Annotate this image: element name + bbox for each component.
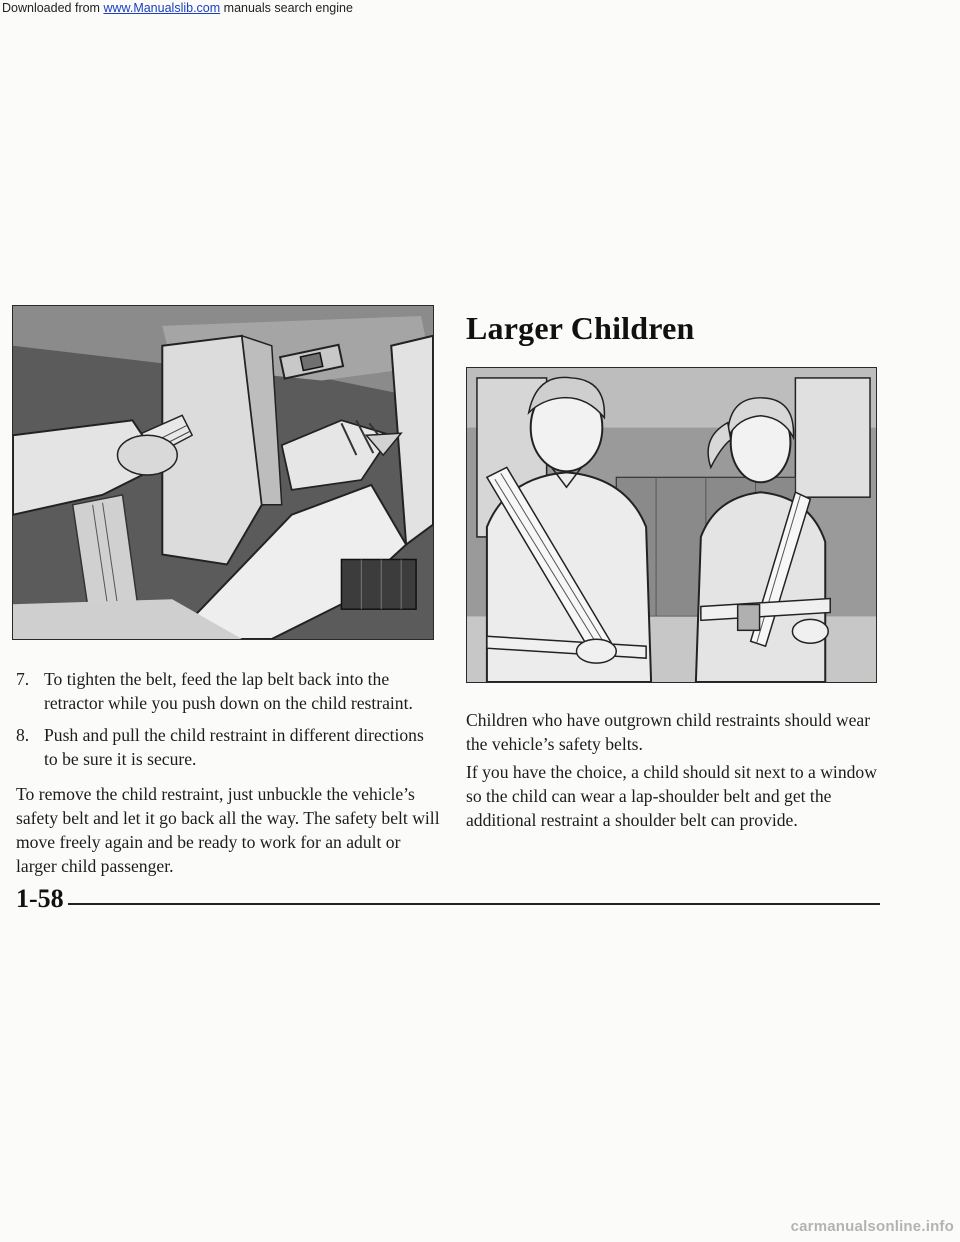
larger-children-illustration [466,367,877,683]
page-footer [16,884,880,918]
outgrown-restraints-paragraph: Children who have outgrown child restraints should wear the vehicle’s safety belts. [466,710,871,754]
footer-rule [68,903,880,905]
step-text: To tighten the belt, feed the lap belt back into the retractor while you push down on the child restraint. [44,669,413,713]
window-seat-paragraph: If you have the choice, a child should sit next to a window so the child can wear a lap-shoulder belt and get the additional restraint a shoulder belt can provide. [466,762,877,830]
manualslib-link[interactable]: www.Manualslib.com [103,1,221,15]
section-heading: Larger Children [466,310,695,346]
step-text: Push and pull the child restraint in different directions to be sure it is secure. [44,725,424,769]
step-item [16,723,436,771]
step-list [16,667,436,779]
banner-prefix: Downloaded from [2,1,100,15]
child-restraint-drawing [13,306,433,639]
download-banner [0,0,960,16]
remove-restraint-paragraph: To remove the child restraint, just unbuckle the vehicle’s safety belt and let it go back all the way. The safety belt will move freely again and be ready to work for an adult or larger child passenger. [16,784,440,876]
page-number: 1-58 [16,884,64,913]
step-number: 7. [16,669,30,689]
site-watermark: carmanualsonline.info [790,1218,954,1235]
larger-children-drawing [467,368,876,682]
step-number: 8. [16,725,30,745]
banner-suffix: manuals search engine [223,1,353,15]
child-restraint-illustration [12,305,434,640]
step-item [16,667,436,715]
